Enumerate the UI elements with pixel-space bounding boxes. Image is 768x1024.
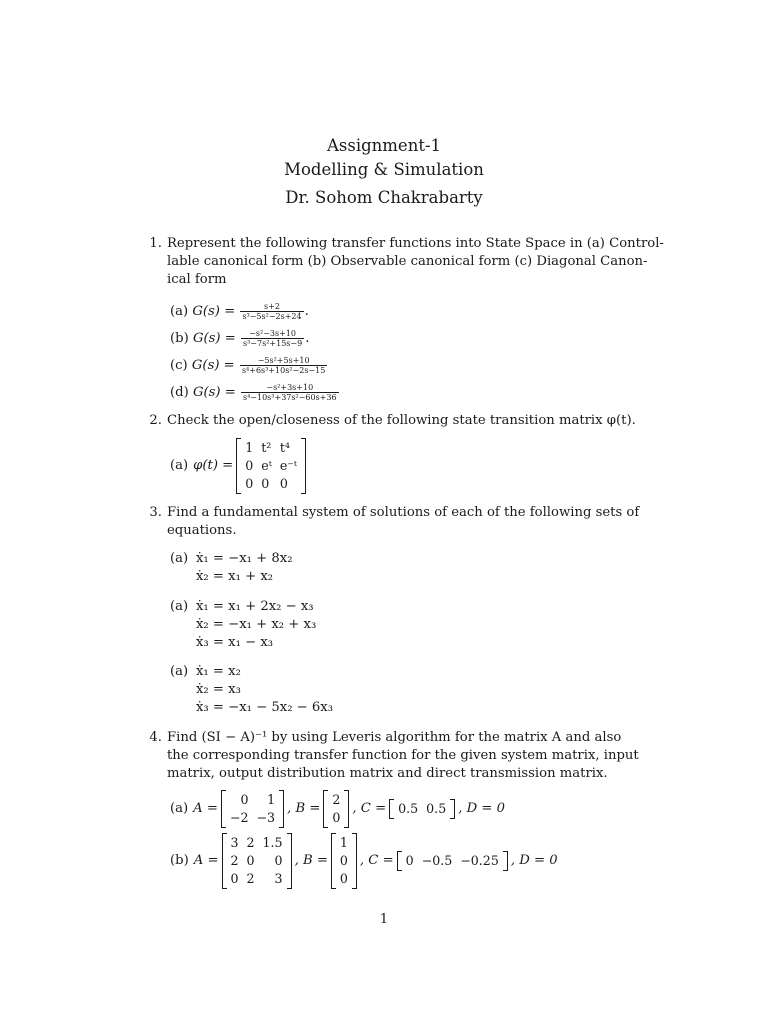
fraction <box>241 383 339 402</box>
q1-item-c <box>170 356 328 375</box>
q1-line-1: Represent the following transfer functions into State Space in (a) Control- <box>167 236 664 251</box>
transfer-function-lhs: G(s) = <box>192 304 236 319</box>
cell: 0 <box>261 476 270 491</box>
cell: 0 <box>339 853 348 868</box>
item-label: (c) <box>170 358 188 373</box>
cell: 0 <box>240 792 249 807</box>
numerator: −s²−3s+10 <box>241 329 304 339</box>
fraction <box>240 302 303 321</box>
q1-item-b <box>170 329 309 348</box>
stm-lhs: φ(t) = <box>193 458 234 473</box>
cell: 0 <box>279 476 288 491</box>
matrix-b <box>331 833 357 889</box>
matrix-c <box>397 851 508 871</box>
a-lhs: A = <box>193 801 218 816</box>
b-lhs: , B = <box>287 801 321 816</box>
q4-number: 4. <box>149 730 162 745</box>
q2-item-a <box>170 438 309 494</box>
item-label: (a) <box>170 801 189 816</box>
item-label: (b) <box>170 853 189 868</box>
denominator: s⁴−10s³+37s²−60s+36 <box>242 393 337 402</box>
q3-line-2: equations. <box>167 523 237 538</box>
q1-line-3: ical form <box>167 272 227 287</box>
cell: 0 <box>245 476 254 491</box>
a-lhs: A = <box>193 853 219 868</box>
transfer-function-lhs: G(s) = <box>192 331 236 346</box>
q3-system-2-eq-1: ẋ₁ = x₁ + 2x₂ − x₃ <box>196 599 314 614</box>
cell: 1 <box>245 440 254 455</box>
denominator: s³−7s²+15s−9 <box>242 339 303 348</box>
q4-line-1: Find (SI − A)⁻¹ by using Leveris algorithm for the matrix A and also <box>167 730 622 745</box>
cell: 0 <box>230 871 239 886</box>
numerator: s+2 <box>240 302 303 312</box>
cell: 1 <box>267 792 276 807</box>
terminator: . <box>304 304 309 319</box>
q1-line-2: lable canonical form (b) Observable canonical form (c) Diagonal Canon- <box>167 254 648 269</box>
instructor-name: Dr. Sohom Chakrabarty <box>285 188 483 207</box>
cell: −3 <box>256 810 276 825</box>
cell: 0 <box>332 810 341 825</box>
cell: e⁻ᵗ <box>279 458 298 473</box>
assignment-title: Assignment-1 <box>326 136 442 155</box>
b-lhs: , B = <box>294 853 328 868</box>
cell: 3 <box>274 871 283 886</box>
item-label: (a) <box>170 304 189 319</box>
cell: 1 <box>339 835 348 850</box>
q3-system-3-eq-3: ẋ₃ = −x₁ − 5x₂ − 6x₃ <box>196 700 334 715</box>
fraction <box>240 356 327 375</box>
cell: 0 <box>405 853 414 868</box>
matrix-a <box>221 790 284 828</box>
item-label: (d) <box>170 385 189 400</box>
q3-system-1-eq-2: ẋ₂ = x₁ + x₂ <box>196 569 274 584</box>
d-value: , D = 0 <box>510 853 558 868</box>
page-number: 1 <box>379 912 389 927</box>
cell: 0.5 <box>398 801 419 816</box>
cell: 0 <box>339 871 348 886</box>
q1-item-d <box>170 383 340 402</box>
numerator: −5s²+5s+10 <box>240 356 327 366</box>
cell: 0.5 <box>426 801 447 816</box>
cell: 2 <box>230 853 239 868</box>
cell: 1.5 <box>262 835 283 850</box>
numerator: −s²+3s+10 <box>241 383 339 393</box>
cell: 2 <box>246 871 255 886</box>
q3-system-2-eq-2: ẋ₂ = −x₁ + x₂ + x₃ <box>196 617 317 632</box>
cell: 2 <box>246 835 255 850</box>
q3-system-1-label: (a) <box>170 551 189 566</box>
q1-item-a <box>170 302 309 321</box>
q4-item-b <box>170 833 558 889</box>
course-name: Modelling & Simulation <box>284 160 484 179</box>
cell: 2 <box>332 792 341 807</box>
q4-line-3: matrix, output distribution matrix and direct transmission matrix. <box>167 766 608 781</box>
q3-system-3-eq-1: ẋ₁ = x₂ <box>196 664 241 679</box>
cell: eᵗ <box>261 458 272 473</box>
cell: 3 <box>230 835 239 850</box>
q3-system-1-eq-1: ẋ₁ = −x₁ + 8x₂ <box>196 551 293 566</box>
cell: 0 <box>274 853 283 868</box>
c-lhs: , C = <box>359 853 394 868</box>
q3-system-2-label: (a) <box>170 599 189 614</box>
q3-number: 3. <box>149 505 162 520</box>
q2-text: Check the open/closeness of the following state transition matrix φ(t). <box>167 413 636 428</box>
d-value: , D = 0 <box>458 801 505 816</box>
q4-item-a <box>170 789 505 829</box>
matrix-a <box>222 833 292 889</box>
c-lhs: , C = <box>352 801 387 816</box>
fraction <box>241 329 304 348</box>
matrix-b <box>323 790 349 828</box>
state-transition-matrix <box>236 438 306 494</box>
cell: −2 <box>229 810 249 825</box>
denominator: s⁴+6s³+10s²−2s−15 <box>241 366 326 375</box>
q3-system-3-label: (a) <box>170 664 189 679</box>
cell: −0.25 <box>460 853 499 868</box>
cell: 0 <box>246 853 255 868</box>
q2-number: 2. <box>149 413 162 428</box>
item-label: (b) <box>170 331 189 346</box>
cell: −0.5 <box>421 853 453 868</box>
terminator: . <box>305 331 310 346</box>
cell: t⁴ <box>279 440 290 455</box>
cell: t² <box>261 440 272 455</box>
q3-system-2-eq-3: ẋ₃ = x₁ − x₃ <box>196 635 274 650</box>
denominator: s³−5s²−2s+24 <box>242 312 302 321</box>
q1-number: 1. <box>149 236 162 251</box>
cell: 0 <box>245 458 254 473</box>
q3-line-1: Find a fundamental system of solutions of each of the following sets of <box>167 505 640 520</box>
transfer-function-lhs: G(s) = <box>192 385 236 400</box>
matrix-c <box>389 799 455 819</box>
q3-system-3-eq-2: ẋ₂ = x₃ <box>196 682 241 697</box>
q4-line-2: the corresponding transfer function for the given system matrix, input <box>167 748 639 763</box>
item-label: (a) <box>170 458 189 473</box>
transfer-function-lhs: G(s) = <box>191 358 235 373</box>
